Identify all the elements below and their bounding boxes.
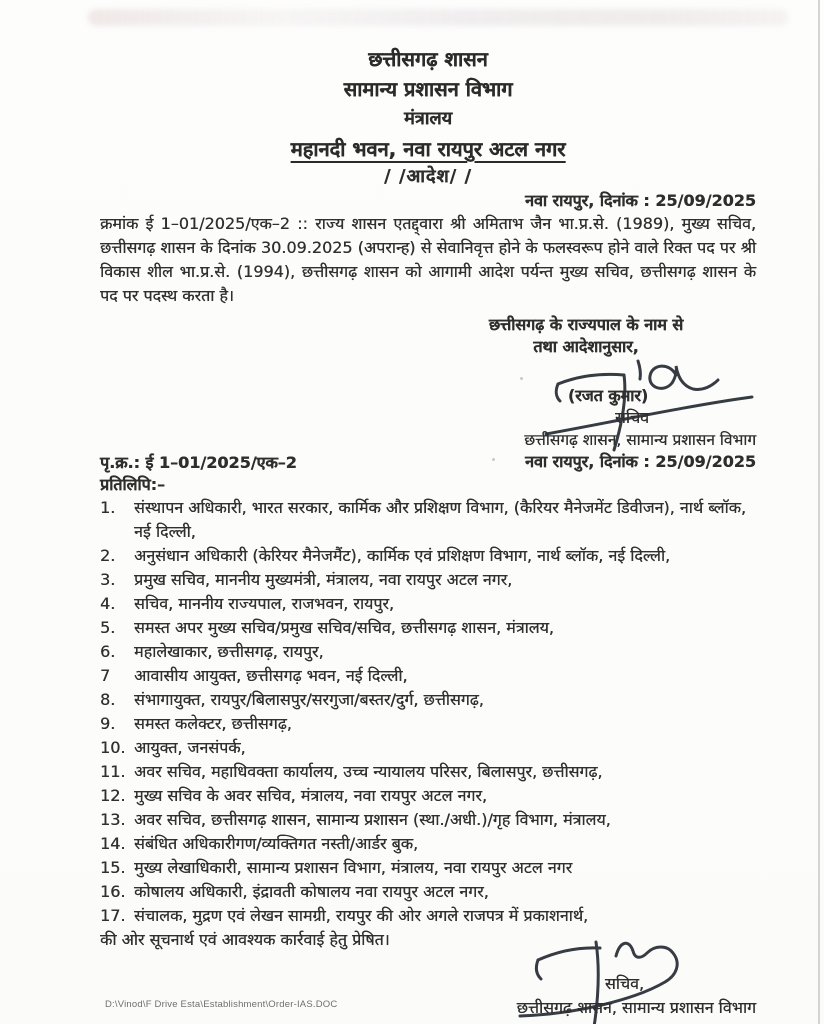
item-number: 16. (100, 882, 126, 901)
authority-line-2: तथा आदेशानुसार, (533, 337, 639, 356)
item-number: 12. (100, 786, 126, 805)
item-number: 14. (100, 834, 126, 853)
item-text: संभागायुक्त, रायपुर/बिलासपुर/सरगुजा/बस्तर/दुर्ग, छत्तीसगढ़, (134, 690, 484, 709)
list-item (100, 496, 756, 544)
address-line: महानदी भवन, नवा रायपुर अटल नगर (290, 137, 566, 161)
item-text: मुख्य सचिव के अवर सचिव, मंत्रालय, नवा रायपुर अटल नगर, (134, 786, 487, 805)
item-text: अनुसंधान अधिकारी (केरियर मैनेजमैंट), कार्मिक एवं प्रशिक्षण विभाग, नार्थ ब्लॉक, नई दिल्ली, (134, 546, 671, 565)
authority-block (416, 314, 756, 470)
item-text: मुख्य लेखाधिकारी, सामान्य प्रशासन विभाग, मंत्रालय, नवा रायपुर अटल नगर (134, 858, 573, 877)
item-number: 3. (100, 570, 116, 589)
item-number: 11. (100, 762, 126, 781)
list-item (100, 616, 756, 640)
item-text: संस्थापन अधिकारी, भारत सरकार, कार्मिक और प्रशिक्षण विभाग, (कैरियर मैनेजमेंट डिवीजन), नार्थ ब्लॉक, नई दिल्ली, (134, 498, 747, 541)
signatory-dateline: नवा रायपुर, दिनांक : 25/09/2025 (525, 452, 756, 471)
list-item (100, 856, 756, 880)
list-item (100, 592, 756, 616)
footer-signatory-title: सचिव, (604, 974, 644, 993)
signatory-name: (रजत कुमार) (567, 386, 649, 405)
list-item (100, 688, 756, 712)
ministry-name: मंत्रालय (403, 108, 452, 129)
item-number: 15. (100, 858, 126, 877)
government-name: छत्तीसगढ़ शासन (368, 47, 488, 71)
item-number: 4. (100, 594, 116, 613)
list-item (100, 736, 756, 760)
item-text: अवर सचिव, छत्तीसगढ़ शासन, सामान्य प्रशासन (स्था./अधी.)/गृह विभाग, मंत्रालय, (134, 810, 611, 829)
item-number: 2. (100, 546, 116, 565)
item-number: 8. (100, 690, 116, 709)
authority-line-1: छत्तीसगढ़ के राज्यपाल के नाम से (488, 315, 684, 334)
item-text: प्रमुख सचिव, माननीय मुख्यमंत्री, मंत्रालय, नवा रायपुर अटल नगर, (134, 570, 513, 589)
list-item (100, 664, 756, 688)
list-item (100, 904, 756, 928)
signatory-title: सचिव (614, 408, 650, 427)
item-text: अवर सचिव, महाधिवक्ता कार्यालय, उच्च न्यायालय परिसर, बिलासपुर, छत्तीसगढ़, (134, 762, 603, 781)
list-item (100, 784, 756, 808)
list-item (100, 712, 756, 736)
list-item (100, 832, 756, 856)
item-number: 17. (100, 906, 126, 925)
order-title: / /आदेश/ / (383, 166, 473, 187)
order-paragraph: क्रमांक ई 1–01/2025/एक–2 :: राज्य शासन एतद्द्वारा श्री अमिताभ जैन भा.प्र.से. (1989), मुख्य सचिव, छत्तीसगढ़ शासन के दिनांक 30.09.2025 (अपरान्ह) से सेवानिवृत्त होने के फलस्वरूप होने वाले रिक्त पद पर श्री विकास शील भा.प्र.से. (1994), छत्तीसगढ़ शासन को आगामी आदेश पर्यन्त मुख्य सचिव, छत्तीसगढ़ शासन के पद पर पदस्थ करता है। (100, 214, 756, 305)
item-number: 9. (100, 714, 116, 733)
item-text: संबंधित अधिकारीगण/व्यक्तिगत नस्ती/आर्डर बुक, (134, 834, 419, 853)
copy-to-label: प्रतिलिपि:– (100, 475, 165, 494)
closing-line: की ओर सूचनार्थ एवं आवश्यक कार्रवाई हेतु प्रेषित। (100, 930, 390, 949)
item-text: आयुक्त, जनसंपर्क, (134, 738, 246, 757)
signature-area-2 (456, 954, 756, 1024)
signatory-department: छत्तीसगढ़ शासन, सामान्य प्रशासन विभाग (524, 431, 756, 449)
item-text: समस्त कलेक्टर, छत्तीसगढ़, (134, 714, 292, 733)
item-number: 13. (100, 810, 126, 829)
department-name: सामान्य प्रशासन विभाग (343, 77, 513, 101)
list-item (100, 568, 756, 592)
footer-signatory-department: छत्तीसगढ़ शासन, सामान्य प्रशासन विभाग (516, 998, 756, 1017)
endorsement-ref-no: पृ.क्र.: ई 1–01/2025/एक–2 (100, 453, 297, 472)
item-number: 7 (100, 666, 111, 685)
copy-to-list (100, 496, 756, 928)
list-item (100, 808, 756, 832)
list-item (100, 880, 756, 904)
item-number: 1. (100, 498, 116, 517)
item-text: सचिव, माननीय राज्यपाल, राजभवन, रायपुर, (134, 594, 394, 613)
item-number: 5. (100, 618, 116, 637)
signature-area-1 (416, 358, 756, 470)
item-text: आवासीय आयुक्त, छत्तीसगढ़ भवन, नई दिल्ली, (134, 666, 408, 685)
list-item (100, 760, 756, 784)
list-item (100, 640, 756, 664)
item-number: 6. (100, 642, 116, 661)
list-item (100, 544, 756, 568)
letterhead (100, 0, 756, 190)
item-text: संचालक, मुद्रण एवं लेखन सामग्री, रायपुर की ओर अगले राजपत्र में प्रकाशनार्थ, (134, 906, 589, 925)
scan-edge-line (818, 0, 820, 1024)
issue-dateline: नवा रायपुर, दिनांक : 25/09/2025 (525, 191, 756, 210)
item-number: 10. (100, 738, 126, 757)
document-file-path: D:\Vinod\F Drive Esta\Establishment\Order-IAS.DOC (105, 999, 338, 1010)
item-text: समस्त अपर मुख्य सचिव/प्रमुख सचिव/सचिव, छत्तीसगढ़ शासन, मंत्रालय, (134, 618, 554, 637)
document-content (100, 0, 756, 1024)
item-text: महालेखाकार, छत्तीसगढ़, रायपुर, (134, 642, 324, 661)
item-text: कोषालय अधिकारी, इंद्रावती कोषालय नवा रायपुर अटल नगर, (134, 882, 489, 901)
